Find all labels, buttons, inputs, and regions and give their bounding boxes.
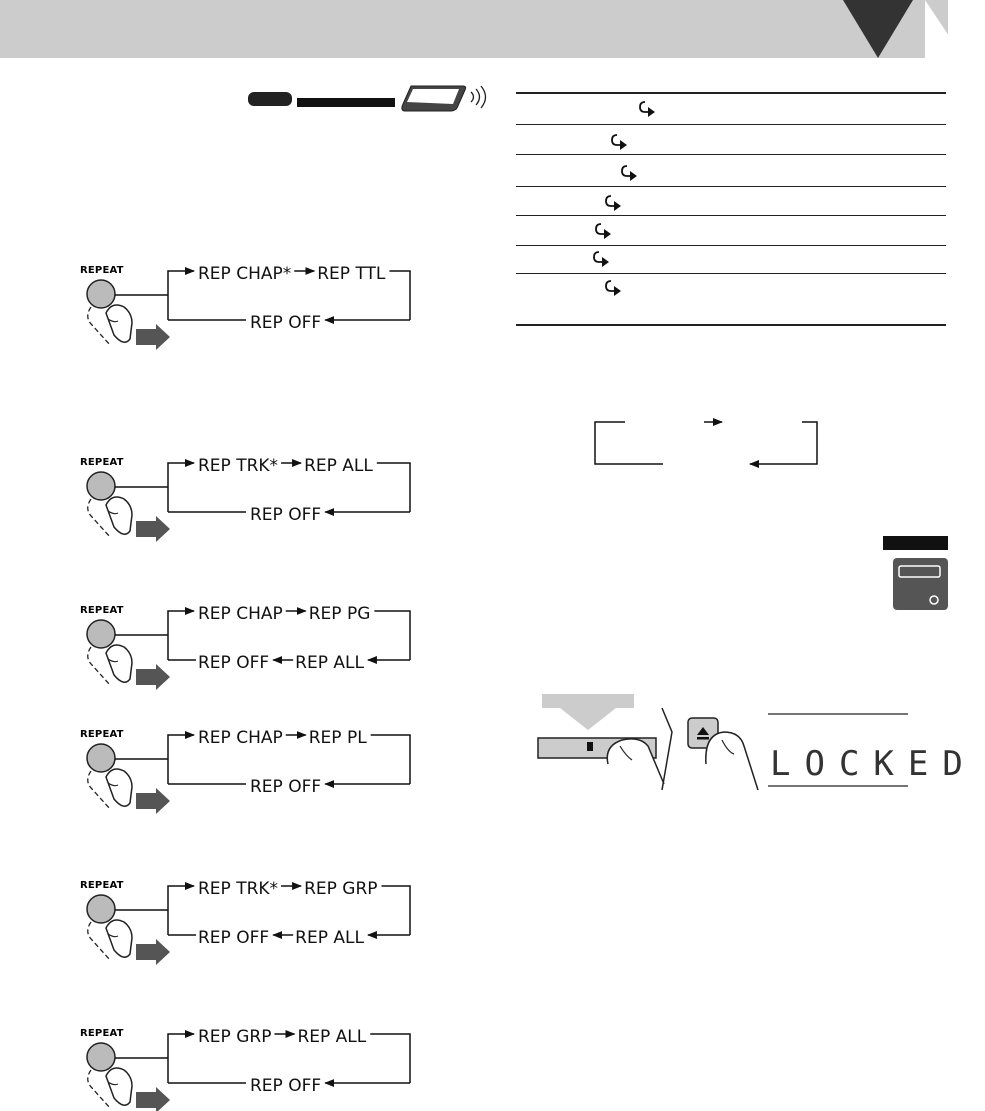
mode-label: REP ALL <box>295 928 364 948</box>
mode-label: REP ALL <box>304 456 373 476</box>
repeat-diagram <box>80 1027 410 1111</box>
repeat-button-press-icon <box>80 605 170 690</box>
repeat-mode-icon <box>612 135 627 150</box>
repeat-diagram <box>80 879 410 965</box>
repeat-diagram <box>80 264 410 350</box>
header-corner-tab <box>825 0 985 90</box>
repeat-button-press-icon <box>80 265 170 350</box>
repeat-mode-icon <box>622 166 637 181</box>
mode-label: REP ALL <box>295 653 364 673</box>
repeat-button-label: REPEAT <box>80 729 124 740</box>
mode-label: REP PG <box>308 604 371 624</box>
mode-label: REP CHAP <box>198 728 283 748</box>
mode-label: REP CHAP* <box>198 264 292 284</box>
mode-label: REP CHAP <box>198 604 283 624</box>
mode-label: REP OFF <box>250 505 322 525</box>
repeat-button-press-icon <box>80 729 170 814</box>
table-bottom-rule <box>516 324 946 326</box>
repeat-button-label: REPEAT <box>80 605 124 616</box>
mode-label: REP OFF <box>198 928 270 948</box>
repeat-mode-icon <box>594 252 609 267</box>
repeat-button-label: REPEAT <box>80 457 124 468</box>
repeat-button-label: REPEAT <box>80 880 124 891</box>
mode-label: REP OFF <box>250 777 322 797</box>
mode-label: REP OFF <box>250 1076 322 1096</box>
eject-button-press-icon <box>688 718 758 790</box>
mode-label: REP TTL <box>317 264 386 284</box>
repeat-diagram <box>80 604 410 690</box>
stop-button-press-icon <box>538 694 664 784</box>
repeat-mode-icon <box>606 196 621 211</box>
mode-label: REP OFF <box>198 653 270 673</box>
mode-label: REP OFF <box>250 313 322 333</box>
mode-label: REP PL <box>308 728 367 748</box>
repeat-mode-icon <box>596 224 611 239</box>
device-badge <box>883 536 948 612</box>
step-arrow <box>662 708 672 790</box>
repeat-button-press-icon <box>80 880 170 965</box>
cycle-diagram <box>585 410 825 470</box>
repeat-button-label: REPEAT <box>80 1028 124 1039</box>
display-locked-text: LOCKED <box>770 744 977 784</box>
mode-label: REP GRP <box>304 879 378 899</box>
repeat-icon-column <box>516 92 946 324</box>
repeat-diagram <box>80 456 410 542</box>
repeat-mode-icon <box>606 281 621 296</box>
mode-label: REP TRK* <box>198 879 279 899</box>
repeat-button-press-icon <box>80 1028 170 1111</box>
repeat-button-press-icon <box>80 457 170 542</box>
repeat-mode-icon <box>640 102 655 117</box>
mode-label: REP ALL <box>297 1027 367 1047</box>
repeat-diagram <box>80 728 410 814</box>
mode-label: REP GRP <box>198 1027 272 1047</box>
mode-label: REP TRK* <box>198 456 279 476</box>
repeat-button-label: REPEAT <box>80 265 124 276</box>
